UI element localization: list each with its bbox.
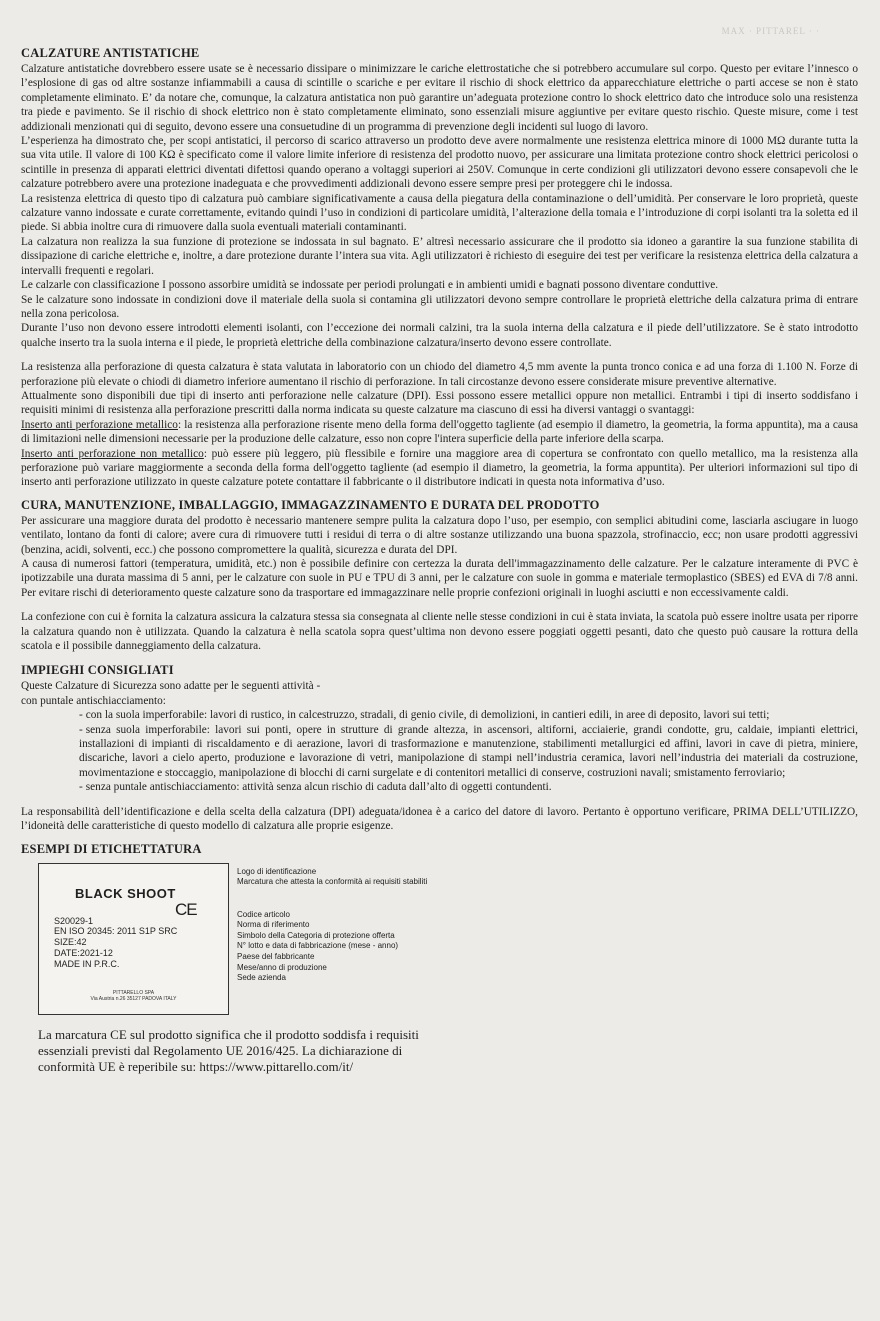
perforation-section — [21, 360, 858, 490]
label-standard: EN ISO 20345: 2011 S1P SRC — [54, 926, 178, 937]
antistatic-paragraph: Calzature antistatiche dovrebbero essere usate se è necessario dissipare o minimizzare le cariche elettrostatiche che si potrebbero accumulare sul corpo. Questo per evitare l’innesco o l’esplosione di gas od altre sostanze infiammabili a causa di scintille o scariche e per evitare il rischio di shock elettrico da apparecchiature elettriche o parti accese se non è stato completamente eliminato. E’ da notare che, comunque, la calzatura antistatica non può garantire un’adeguata protezione contro lo shock elettrico dato che introduce solo una resistenza tra piede e pavimento. Se il rischio di shock elettrico non è stato completamente eliminato, sono essenziali misure aggiuntive per evitare questo rischio. Queste misure, come i test addizionali menzionati qui di seguito, devono essere una consuetudine di un programma di prevenzione degli incidenti sul luogo di lavoro. — [21, 63, 858, 133]
antistatic-paragraph: La calzatura non realizza la sua funzione di protezione se indossata in sul bagnato. E’ altresì necessario assicurare che il prodotto sia idoneo a garantire la sua funzione stabilita di dissipazione di cariche elettriche e, inoltre, a dare protezione durante l’intera sua vita. Agli utilizzatori è richiesto di eseguire dei test per verificare la resistenza elettrica della calzatura a intervalli frequenti e regolari. — [21, 235, 858, 277]
responsibility-paragraph: La responsabilità dell’identificazione e della scelta della calzatura (DPI) adeguata/idonea è a carico del datore di lavoro. Pertanto è opportuno verificare, PRIMA DELL’UTILIZZO, l’idoneità delle caratteristiche di questo modello di calzatura alle proprie esigenze. — [21, 805, 858, 833]
label-brand: BLACK SHOOT — [75, 885, 176, 901]
antistatic-paragraph: La resistenza elettrica di questo tipo di calzatura può cambiare significativamente a causa della piegatura della contaminazione o dell’umidità. Per conservare le loro proprietà, queste calzature vanno indossate e curate correttamente, evitando quindi l’uso in condizioni di particolare umidità, l’alterazione della tomaia e l’introduzione di corpi isolanti tra la soletta ed il piede. Si abbia inoltre cura di rimuovere dalla suola eventuali materiali contaminanti. — [21, 192, 858, 234]
antistatic-title: CALZATURE ANTISTATICHE — [21, 46, 200, 60]
metal-insert-paragraph — [21, 418, 858, 447]
antistatic-paragraph: Durante l’uso non devono essere introdotti elementi isolanti, con l’eccezione dei normali calzini, tra la suola interna della calzatura e il piede dell’utilizzatore. Se è stato introdotto qualche inserto tra la suola interna e il piede, le proprietà elettriche della combinazione calzatura/inserto devono essere controllate. — [21, 322, 858, 349]
antistatic-paragraph: L’esperienza ha dimostrato che, per scopi antistatici, il percorso di scarico attraverso un prodotto deve avere normalmente une resistenza elettrica minore di 1000 MΩ durante tutta la sua vita utile. Il valore di 100 KΩ è specificato come il valore limite inferiore di resistenza del prodotto nuovo, per assicurare una limitata protezione contro shock elettrici pericolosi o scintille in presenza di apparati elettrici diventati difettosi quando operano a voltaggi superiori ai 250V. Comunque in certe condizioni gli utilizzatori devono essere consapevoli che le calzature potrebbero avere una protezione inadeguata e che provvedimenti addizionali devono essere sempre presi per proteggere chi le indossa. — [21, 135, 858, 191]
ce-mark-icon: CE — [175, 899, 197, 919]
legend-item: Marcatura che attesta la conformità ai requisiti stabiliti — [237, 877, 428, 887]
perforation-paragraph: Attualmente sono disponibili due tipi di inserto anti perforazione nelle calzature (DPI). Essi possono essere metallici oppure non metallici. Entrambi i tipi di inserto soddisfano i requisiti minimi di resistenza alla perforazione prescritti dalla norma indicata su queste calzature ma ciascuno di essi ha diversi vantaggi o svantaggi: — [21, 389, 858, 417]
label-article-code: S20029-1 — [54, 915, 94, 926]
antistatic-section — [21, 46, 858, 350]
legend-item: Sede azienda — [237, 973, 286, 983]
conformity-url: conformità UE è reperibile su: https://www.pittarello.com/it/ — [38, 1058, 354, 1074]
label-origin: MADE IN P.R.C. — [54, 958, 120, 969]
legend-item: Paese del fabbricante — [237, 952, 315, 962]
ce-footer: La marcatura CE sul prodotto significa che il prodotto soddisfa i requisiti essenziali previsti dal Regolamento UE 2016/425. La dichiarazione di conformità UE è reperibile su: https://www.pittarello.com/it/ — [38, 1027, 858, 1075]
uses-list — [21, 708, 858, 794]
legend-item: Norma di riferimento — [237, 920, 310, 930]
legend-item: N° lotto e data di fabbricazione (mese - anno) — [237, 941, 399, 951]
legend-item: Logo di identificazione — [237, 866, 317, 876]
care-paragraph: La confezione con cui è fornita la calzatura assicura la calzatura stessa sia consegnata al cliente nelle stesse condizioni in cui è stata inviata, la scatola può essere inoltre usata per riporre la calzatura quando non è utilizzata. Quando la calzatura è nella scatola sopra quest’ultima non devono essere poggiati oggetti pesanti, dato che questo può causare la rottura della scatola e il possibile danneggiamento della calzatura. — [21, 611, 858, 653]
care-section — [21, 498, 858, 654]
legend-item: Simbolo della Categoria di protezione offerta — [237, 930, 395, 940]
label-legend — [237, 867, 427, 984]
antistatic-paragraph: Le calzarle con classificazione I possono assorbire umidità se indossate per periodi prolungati e in ambienti umidi e bagnati possono diventare conduttive. — [21, 279, 719, 292]
labeling-title: ESEMPI DI ETICHETTATURA — [21, 841, 202, 856]
label-lines — [54, 916, 177, 970]
faded-header-text: MAX · PITTAREL · · — [721, 26, 820, 36]
care-paragraph: Per assicurare una maggiore durata del prodotto è necessario mantenere sempre pulita la calzatura dopo l’uso, per esempio, con semplici abitudini come, lasciarla asciugare in luogo ventilato, lontano da fonti di calore; avere cura di rimuovere tutti i residui di terra o di altre sostanze utilizzando una buona spazzola, strofinaccio, ecc; non usare prodotti aggressivi (benzina, acidi, solventi, ecc.) che possono compromettere la qualità, sicurezza e durata del DPI. — [21, 514, 858, 556]
legend-item: Mese/anno di produzione — [237, 962, 327, 972]
uses-intro: con puntale antischiacciamento: — [21, 694, 166, 707]
care-paragraph: A causa di numerosi fattori (temperatura, umidità, etc.) non è possibile definire con certezza la durata dell'immagazzinamento delle calzature. Per le calzature interamente di PVC è ipotizzabile una durata massima di 5 anni, per le calzature con suole in PU e TPU di 3 anni, per le calzature con suole in gomma e materiale termoplastico (SBES) ed EVA di 7/8 anni. Per evitare rischi di deterioramento queste calzature sono da trasportare ed immagazzinare nelle proprie confezioni originali in luoghi asciutti e non eccessivamente caldi. — [21, 558, 858, 599]
label-date: DATE:2021-12 — [54, 947, 113, 958]
label-box — [38, 863, 229, 1015]
nonmetal-insert-paragraph — [21, 447, 858, 490]
uses-intro: Queste Calzature di Sicurezza sono adatte per le seguenti attività - — [21, 680, 321, 693]
nonmetal-insert-text: : può essere più leggero, più flessibile e fornire una maggiore area di copertura se confrontato con quello metallico, ma la resistenza alla perforazione può variare maggiormente a seconda della forma dell'oggetto tagliente (ad esempio il diametro, la geometria, la forma appuntita). Per ulteriori informazioni sul tipo di inserto anti perforazione utilizzato in queste calzature potete contattare il fabbricante o il distributore indicati in questa nota informativa d’uso. — [21, 447, 858, 489]
list-item: - senza puntale antischiacciamento: attività senza alcun rischio di caduta dall’alto di oggetti contundenti. — [79, 781, 552, 794]
label-company: PITTARELLO SPA Via Austria n.26 35127 PADOVA ITALY — [90, 989, 177, 1002]
antistatic-paragraph: Se le calzature sono indossate in condizioni dove il materiale della suola si contamina gli utilizzatori devono sempre controllare le proprietà elettriche della calzatura prima di entrare nella zona pericolosa. — [21, 293, 858, 320]
label-example — [21, 863, 858, 1023]
list-item: - con la suola imperforabile: lavori di rustico, in calcestruzzo, stradali, di genio civile, di demolizioni, in cantieri edili, in aree di deposito, lavori sui tetti; — [79, 709, 770, 722]
metal-insert-label: Inserto anti perforazione metallico — [21, 418, 178, 431]
metal-insert-text: : la resistenza alla perforazione risente meno della forma dell'oggetto tagliente (ad esempio il diametro, la geometria, la forma appuntita), ma a causa di limitazioni nelle dimensioni necessarie per la produzione delle calzature, esso non copre l'intera superficie della parte inferiore della scarpa. — [21, 418, 859, 446]
nonmetal-insert-label: Inserto anti perforazione non metallico — [21, 447, 204, 460]
legend-item: Codice articolo — [237, 909, 290, 919]
uses-section — [21, 663, 858, 833]
labeling-section — [21, 842, 858, 1023]
label-size: SIZE:42 — [54, 937, 87, 948]
care-title: CURA, MANUTENZIONE, IMBALLAGGIO, IMMAGAZZINAMENTO E DURATA DEL PRODOTTO — [21, 497, 600, 512]
uses-title: IMPIEGHI CONSIGLIATI — [21, 663, 174, 678]
perforation-paragraph: La resistenza alla perforazione di questa calzatura è stata valutata in laboratorio con un chiodo del diametro 4,5 mm avente la punta tronco conica e ad una forza di 1.100 N. Forze di perforazione più elevate o chiodi di diametro inferiore aumentano il rischio di perforazione. In tali circostanze devono essere considerate misure preventive alternative. — [21, 361, 858, 388]
list-item: - senza suola imperforabile: lavori sui ponti, opere in strutture di grande altezza, in ascensori, altiforni, acciaierie, grandi condotte, gru, caldaie, impianti elettrici, installazioni di impianti di riscaldamento e di aerazione, lavori di trasformazione e manutenzione, stabilimenti metallurgici ed affini, lavori in cave di pietra, miniere, discariche, lavori a cielo aperto, produzione e lavorazione di vetri, manipolazione di stampi nell’industria ceramica, lavori nell’industria dei materiali da costruzione, movimentazione e stoccaggio, manipolazione di blocchi di carni surgelate e di contenitori metallici di conserve, costruzioni navali; smistamento ferroviario; — [79, 723, 858, 779]
